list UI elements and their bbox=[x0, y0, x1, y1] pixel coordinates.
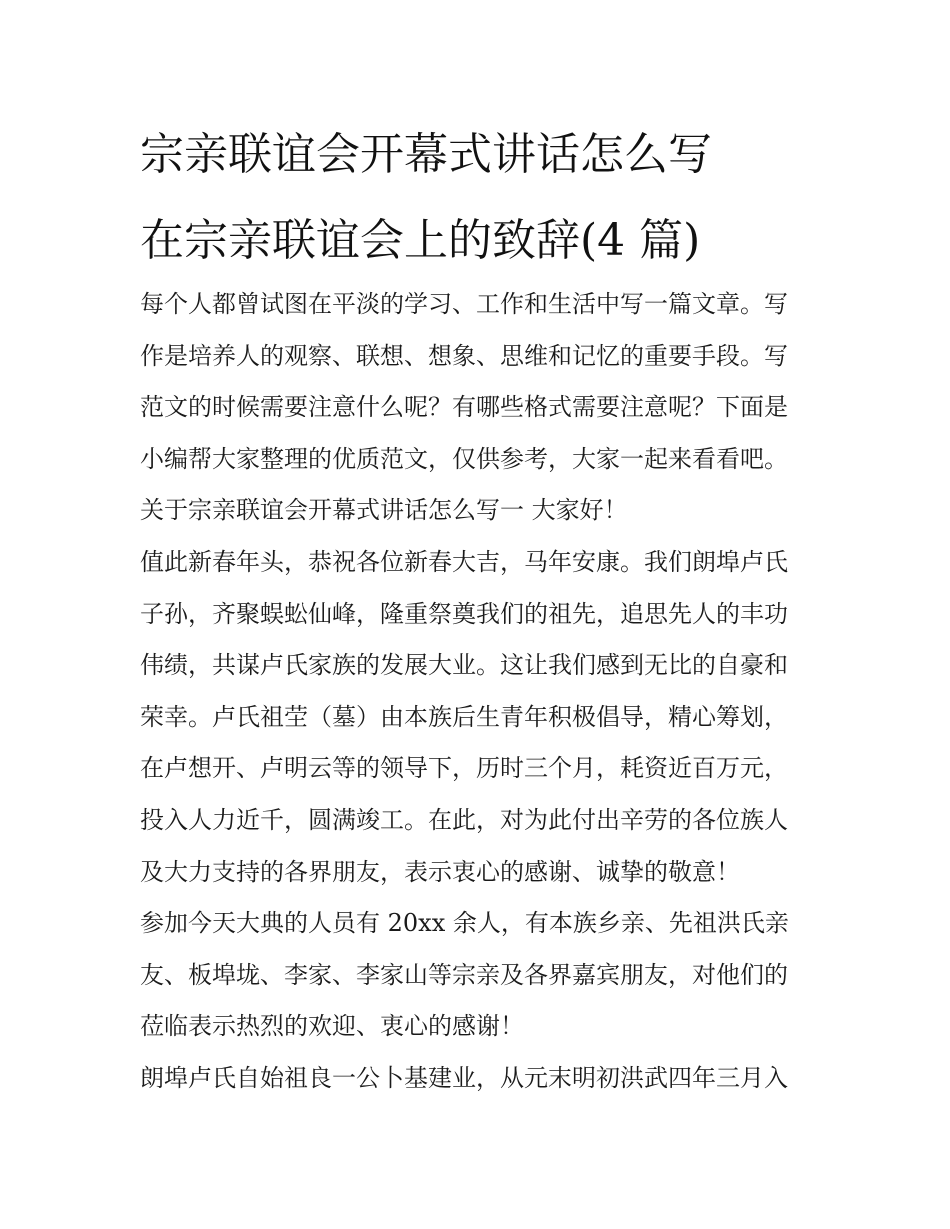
body-line: 参加今天大典的人员有 20xx 余人，有本族乡亲、先祖洪氏亲 bbox=[140, 909, 789, 938]
body-line: 伟绩，共谋卢氏家族的发展大业。这让我们感到无比的自豪和 bbox=[140, 651, 788, 680]
title-line: 宗亲联谊会开幕式讲话怎么写 bbox=[140, 129, 712, 180]
body-line: 值此新春年头，恭祝各位新春大吉，马年安康。我们朗埠卢氏 bbox=[140, 547, 788, 576]
body-line: 朗埠卢氏自始祖良一公卜基建业，从元末明初洪武四年三月入 bbox=[140, 1063, 788, 1092]
title-line: 在宗亲联谊会上的致辞(4 篇) bbox=[140, 215, 701, 266]
body-line: 作是培养人的观察、联想、想象、思维和记忆的重要手段。写 bbox=[140, 341, 788, 370]
body-line: 每个人都曾试图在平淡的学习、工作和生活中写一篇文章。写 bbox=[140, 290, 788, 318]
body-line: 投入人力近千，圆满竣工。在此，对为此付出辛劳的各位族人 bbox=[140, 805, 788, 834]
document-body bbox=[140, 279, 820, 1105]
body-line: 小编帮大家整理的优质范文，仅供参考，大家一起来看看吧。 bbox=[140, 444, 788, 473]
document-title bbox=[140, 112, 820, 284]
body-line: 荣幸。卢氏祖茔（墓）由本族后生青年积极倡导，精心筹划， bbox=[140, 702, 788, 731]
body-line: 范文的时候需要注意什么呢？有哪些格式需要注意呢？下面是 bbox=[140, 393, 788, 422]
body-line: 莅临表示热烈的欢迎、衷心的感谢！ bbox=[140, 1012, 524, 1041]
body-line: 及大力支持的各界朋友，表示衷心的感谢、诚挚的敬意！ bbox=[140, 857, 740, 886]
body-line: 关于宗亲联谊会开幕式讲话怎么写一 大家好！ bbox=[140, 496, 628, 525]
body-line: 子孙，齐聚蜈蚣仙峰，隆重祭奠我们的祖先，追思先人的丰功 bbox=[140, 599, 788, 628]
body-line: 在卢想开、卢明云等的领导下，历时三个月，耗资近百万元， bbox=[140, 754, 788, 783]
body-line: 友、板埠垅、李家、李家山等宗亲及各界嘉宾朋友，对他们的 bbox=[140, 960, 788, 989]
